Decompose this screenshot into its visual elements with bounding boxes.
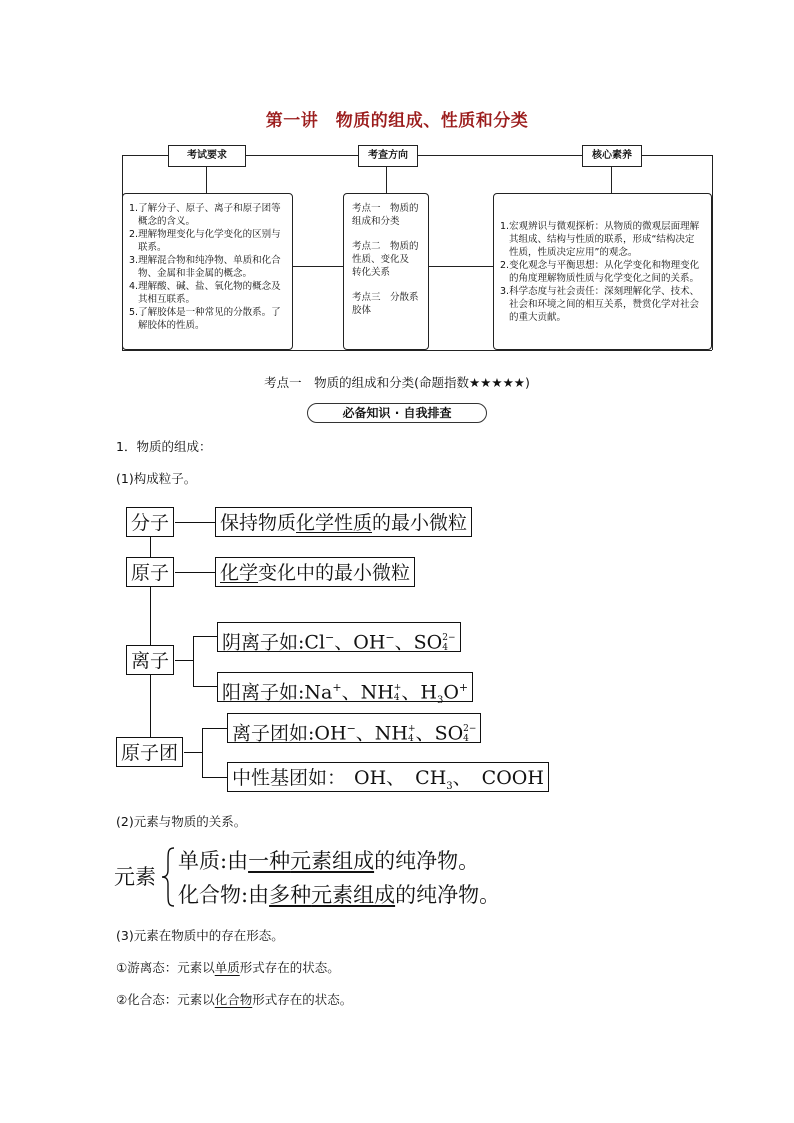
state-combined: ②化合态：元素以化合物形式存在的状态。 xyxy=(116,992,353,1007)
neutral-group-examples: 中性基团如： OH、 $CH_3$、 COOH xyxy=(227,762,549,792)
header-core-literacy: 核心素养 xyxy=(582,145,642,167)
literacy-line: 社会和环境之间的相互关系，赞赏化学对社会 xyxy=(509,299,700,310)
element-label: 元素 xyxy=(114,865,156,889)
anion-examples: 阴离子如:Cl−、OH−、SO 2− 4 xyxy=(217,622,461,652)
direction-line: 转化关系 xyxy=(352,267,391,278)
atom-group-box: 原子团 xyxy=(116,737,183,767)
knowledge-badge xyxy=(307,403,487,423)
direction-line: 考点三 分散系 xyxy=(352,292,419,303)
molecule-desc: 保持物质化学性质的最小微粒 xyxy=(215,507,472,537)
direction-line: 组成和分类 xyxy=(352,216,400,227)
literacy-line: 的重大贡献。 xyxy=(509,312,567,323)
literacy-line: 3.科学态度与社会责任：深刻理解化学、技术、 xyxy=(500,286,700,297)
requirement-line: 1.了解分子、原子、离子和原子团等 xyxy=(129,203,281,214)
literacy-line: 2.变化观念与平衡思想：从化学变化和物理变化 xyxy=(500,260,700,271)
item-1-heading: 1．物质的组成： xyxy=(116,439,212,454)
element-compound: 化合物:由多种元素组成的纯净物。 xyxy=(178,883,501,907)
requirement-line: 3.理解混合物和纯净物、单质和化合 xyxy=(129,255,281,266)
literacy-line: 的角度理解物质性质与化学变化之间的关系。 xyxy=(509,273,700,284)
element-simple-substance: 单质:由一种元素组成的纯净物。 xyxy=(178,849,480,873)
sub-2-heading: (2)元素与物质的关系。 xyxy=(116,814,247,829)
state-free: ①游离态：元素以单质形式存在的状态。 xyxy=(116,960,340,975)
requirement-line: 概念的含义。 xyxy=(138,216,196,227)
requirement-line: 2.理解物理变化与化学变化的区别与 xyxy=(129,229,281,240)
literacy-box xyxy=(493,193,712,350)
atom-box: 原子 xyxy=(126,557,174,587)
requirements-box xyxy=(122,193,293,350)
requirement-line: 5.了解胶体是一种常见的分散系。了 xyxy=(129,307,281,318)
literacy-line: 性质，性质决定应用”的观念。 xyxy=(509,247,638,258)
direction-line: 考点一 物质的 xyxy=(352,203,419,214)
directions-box xyxy=(343,193,429,350)
page-title: 第一讲 物质的组成、性质和分类 xyxy=(265,111,529,131)
sub-1-heading: (1)构成粒子。 xyxy=(116,471,197,486)
section-title: 考点一 物质的组成和分类(命题指数★★★★★) xyxy=(264,375,530,390)
header-exam-requirements: 考试要求 xyxy=(168,145,246,167)
literacy-line: 其组成、结构与性质的联系，形成“结构决定 xyxy=(509,234,695,245)
ion-box: 离子 xyxy=(126,645,174,675)
requirement-line: 其相互联系。 xyxy=(138,294,196,305)
badge-text: 必备知识 · 自我排查 xyxy=(342,406,452,420)
direction-line: 考点二 物质的 xyxy=(352,241,419,252)
literacy-line: 1.宏观辨识与微观探析：从物质的微观层面理解 xyxy=(500,221,700,232)
direction-line: 胶体 xyxy=(352,305,372,316)
molecule-box: 分子 xyxy=(126,507,174,537)
brace-icon xyxy=(160,846,176,908)
direction-line: 性质、变化及 xyxy=(352,254,410,265)
requirement-line: 物、金属和非金属的概念。 xyxy=(138,268,253,279)
requirement-line: 联系。 xyxy=(138,242,167,253)
cation-examples: 阳离子如:Na+、NH + 4 、$H_3O^+$ xyxy=(217,672,473,702)
requirement-line: 4.理解酸、碱、盐、氧化物的概念及 xyxy=(129,281,281,292)
requirement-line: 解胶体的性质。 xyxy=(138,320,205,331)
header-exam-direction: 考查方向 xyxy=(358,145,418,167)
sub-3-heading: (3)元素在物质中的存在形态。 xyxy=(116,928,284,943)
ion-group-examples: 离子团如:OH−、NH + 4 、SO 2− 4 xyxy=(227,713,481,743)
atom-desc: 化学变化中的最小微粒 xyxy=(215,557,415,587)
